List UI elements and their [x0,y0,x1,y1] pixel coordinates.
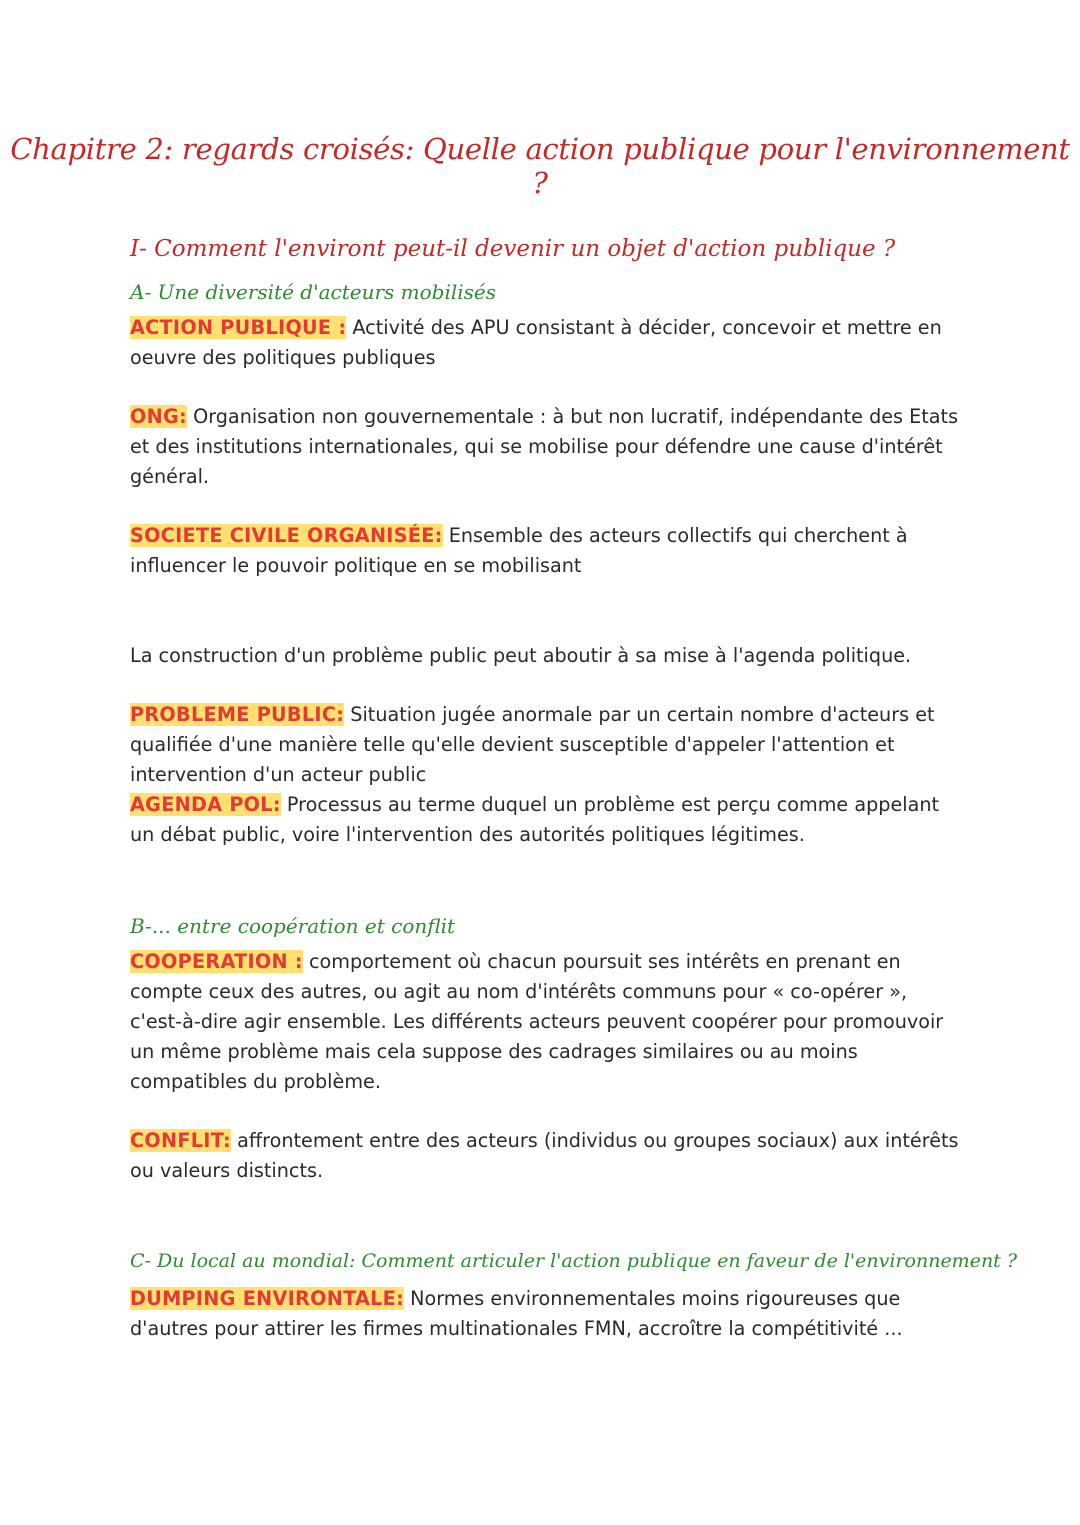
term-agenda-pol: AGENDA POL: [130,793,281,816]
term-cooperation: COOPERATION : [130,950,303,973]
term-probleme-public: PROBLEME PUBLIC: [130,703,345,726]
paragraph-construction: La construction d'un problème public peut aboutir à sa mise à l'agenda politique. [130,644,912,667]
definition-dumping [130,1284,960,1344]
definition-text: affrontement entre des acteurs (individus ou groupes sociaux) aux intérêts ou valeurs distincts. [130,1129,959,1182]
subheading-a: A- Une diversité d'acteurs mobilisés [130,280,496,304]
definition-cooperation [130,947,960,1097]
definition-probleme-public [130,700,960,790]
definition-text: Situation jugée anormale par un certain nombre d'acteurs et qualifiée d'une manière telle qu'elle devient susceptible d'appeler l'attention et intervention d'un acteur public [130,703,935,786]
page-title: Chapitre 2: regards croisés: Quelle action publique pour l'environnement ? [10,132,1070,200]
definition-text: Normes environnementales moins rigoureuses que d'autres pour attirer les firmes multinationales FMN, accroître la compétitivité ... [130,1287,903,1340]
definition-text: comportement où chacun poursuit ses intérêts en prenant en compte ceux des autres, ou agit au nom d'intérêts communs pour « co-opérer », c'est-à-dire agir ensemble. Les différents acteurs peuvent coopérer pour promouvoir un même problème mais cela suppose des cadrages similaires ou au moins compatibles du problème. [130,950,944,1093]
definition-text: Processus au terme duquel un problème est perçu comme appelant un débat public, voire l'intervention des autorités politiques légitimes. [130,793,940,846]
definition-action-publique [130,313,960,373]
term-conflit: CONFLIT: [130,1129,232,1152]
definition-agenda-pol [130,790,960,850]
definition-text: Ensemble des acteurs collectifs qui cherchent à influencer le pouvoir politique en se mobilisant [130,524,908,577]
definition-societe-civile [130,521,960,581]
definition-text: Organisation non gouvernementale : à but non lucratif, indépendante des Etats et des institutions internationales, qui se mobilise pour défendre une cause d'intérêt général. [130,405,959,488]
definition-conflit [130,1126,960,1186]
definition-ong [130,402,960,492]
subheading-c: C- Du local au mondial: Comment articuler l'action publique en faveur de l'environnement ? [130,1250,1018,1272]
subheading-b: B-... entre coopération et conflit [130,914,456,938]
term-dumping: DUMPING ENVIRONTALE: [130,1287,405,1310]
term-ong: ONG: [130,405,187,428]
section-heading-1: I- Comment l'environt peut-il devenir un objet d'action publique ? [130,236,896,262]
term-action-publique: ACTION PUBLIQUE : [130,316,347,339]
definition-text: Activité des APU consistant à décider, concevoir et mettre en oeuvre des politiques publiques [130,316,942,369]
term-societe-civile: SOCIETE CIVILE ORGANISÉE: [130,524,443,547]
